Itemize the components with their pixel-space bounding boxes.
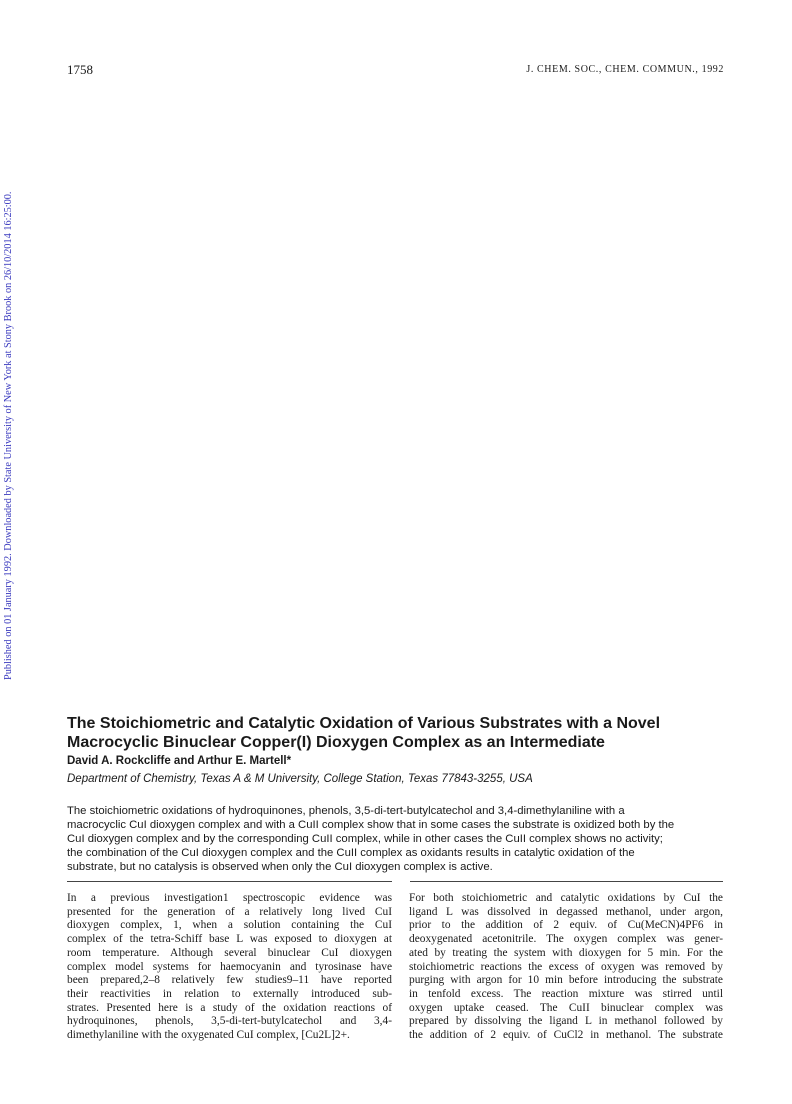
abstract	[67, 804, 737, 874]
body-line: oxygen uptake ceased. The CuII binuclear complex was	[409, 1001, 723, 1014]
title-line-2: Macrocyclic Binuclear Copper(I) Dioxygen Complex as an Intermediate	[67, 734, 605, 751]
body-line: For both stoichiometric and catalytic oxidations by CuI the	[409, 892, 723, 904]
authors: David A. Rockcliffe and Arthur E. Martell*	[67, 755, 292, 767]
body-column-left	[67, 892, 392, 1043]
body-line: presented for the generation of a relatively long lived CuI	[67, 905, 392, 918]
body-line: ated by treating the system with dioxygen for 5 min. For the	[409, 946, 723, 959]
abstract-line: The stoichiometric oxidations of hydroquinones, phenols, 3,5-di-tert-butylcatechol and 3,4-dimethylaniline with a	[67, 805, 625, 817]
body-line: deoxygenated acetonitrile. The oxygen complex was gener-	[409, 933, 723, 946]
abstract-line: macrocyclic CuI dioxygen complex and with a CuII complex show that in some cases the substrate is oxidized both by the	[67, 819, 675, 831]
abstract-line: the combination of the CuI dioxygen complex and the CuII complex as oxidants results in catalytic oxidation of the	[67, 847, 635, 859]
body-line: ligand L was dissolved in degassed methanol, under argon,	[409, 905, 723, 918]
body-line: stoichiometric reactions the excess of oxygen was removed by	[409, 960, 723, 973]
download-watermark[interactable]: Published on 01 January 1992. Downloaded by State University of New York at Stony Brook on 26/10/2014 16:25:00.	[3, 191, 14, 680]
body-line: prepared by dissolving the ligand L in methanol followed by	[409, 1015, 723, 1028]
body-line: room temperature. Although several binuclear CuI dioxygen	[67, 946, 392, 959]
body-line: In a previous investigation1 spectroscopic evidence was	[67, 892, 392, 904]
body-line: purging with argon for 10 min before introducing the substrate	[409, 974, 723, 987]
body-line: the addition of 2 equiv. of CuCl2 in methanol. The substrate	[409, 1029, 723, 1042]
body-line: prior to the addition of 2 equiv. of Cu(MeCN)4PF6 in	[409, 919, 723, 932]
body-line: complex of the tetra-Schiff base L was exposed to dioxygen at	[67, 933, 392, 946]
abstract-line: CuI dioxygen complex and by the corresponding CuII complex, while in other cases the CuII complex shows no activity;	[67, 833, 663, 845]
page-number: 1758	[67, 62, 93, 77]
affiliation: Department of Chemistry, Texas A & M University, College Station, Texas 77843-3255, USA	[67, 773, 533, 785]
body-column-right	[409, 892, 723, 1043]
body-line: been prepared,2–8 relatively few studies9–11 have reported	[67, 974, 392, 987]
body-line: in tenfold excess. The reaction mixture was stirred until	[409, 987, 723, 1000]
title-line-1: The Stoichiometric and Catalytic Oxidation of Various Substrates with a Novel	[67, 715, 661, 732]
abstract-line: substrate, but no catalysis is observed when only the CuI dioxygen complex is active.	[67, 861, 493, 873]
column-divider-right	[410, 881, 723, 882]
article-title	[67, 714, 747, 752]
body-line: dimethylaniline with the oxygenated CuI complex, [Cu2L]2+.	[67, 1029, 350, 1042]
column-divider-left	[67, 881, 392, 882]
body-line: complex model systems for haemocyanin and tyrosinase have	[67, 960, 392, 973]
journal-running-header: J. CHEM. SOC., CHEM. COMMUN., 1992	[526, 64, 724, 75]
body-line: their reactivities in relation to externally introduced sub-	[67, 987, 392, 1000]
body-line: strates. Presented here is a study of the oxidation reactions of	[67, 1001, 392, 1014]
body-line: dioxygen complex, 1, when a solution containing the CuI	[67, 919, 392, 932]
body-line: hydroquinones, phenols, 3,5-di-tert-butylcatechol and 3,4-	[67, 1015, 392, 1028]
